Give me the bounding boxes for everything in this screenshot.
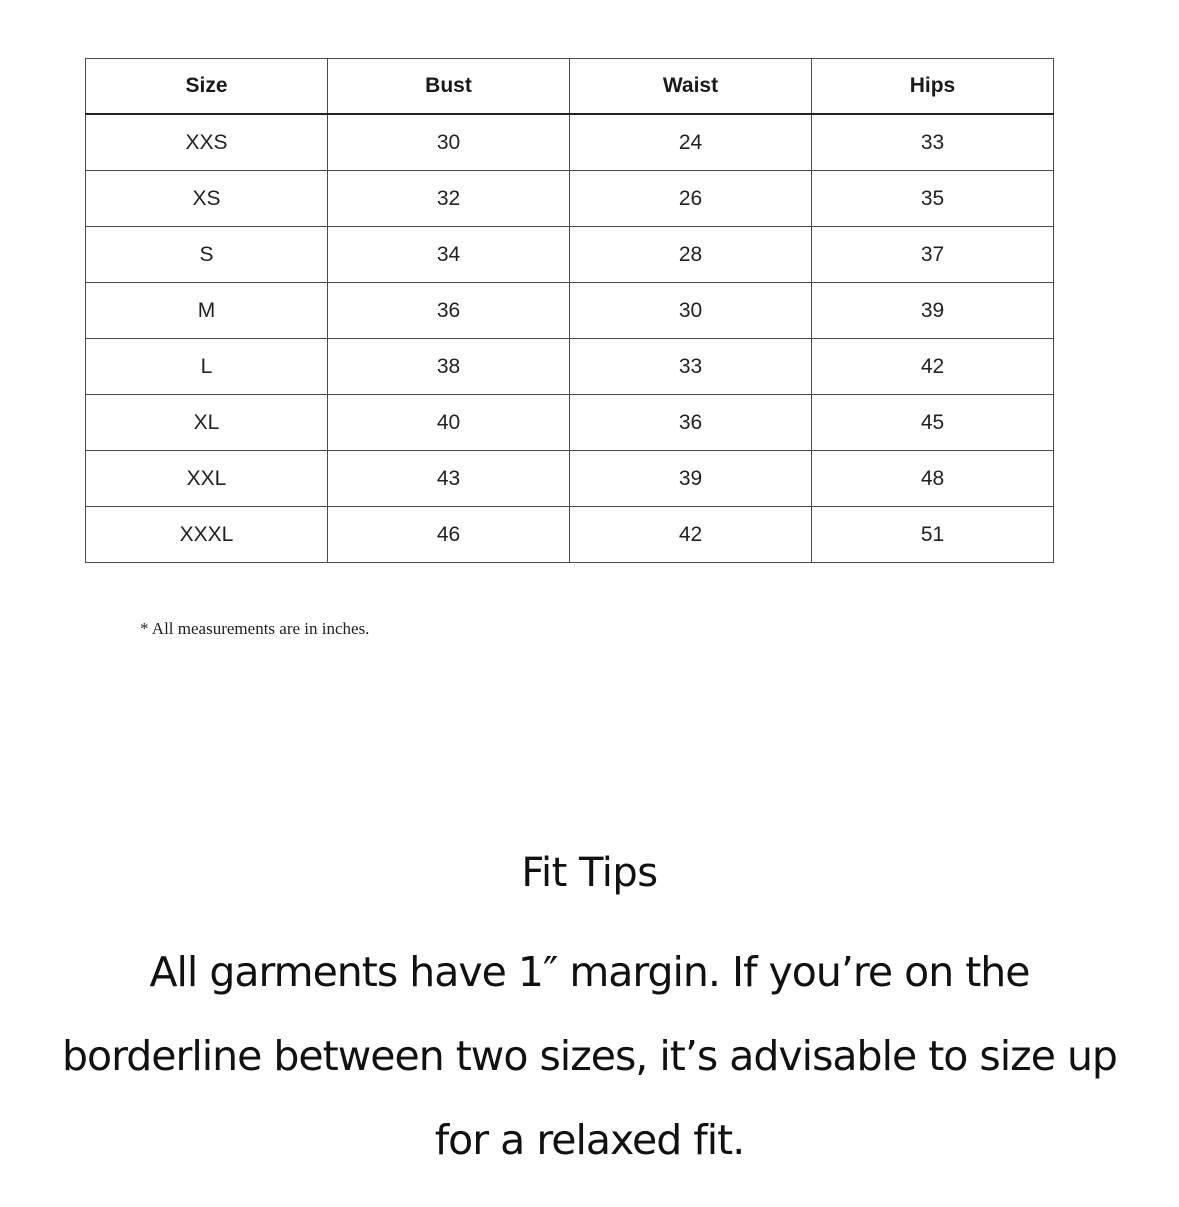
cell-hips: 48 (812, 451, 1054, 507)
cell-hips: 42 (812, 339, 1054, 395)
cell-bust: 36 (328, 283, 570, 339)
cell-waist: 30 (570, 283, 812, 339)
cell-bust: 34 (328, 227, 570, 283)
cell-size: XXXL (86, 507, 328, 563)
header-bust: Bust (328, 59, 570, 115)
cell-hips: 51 (812, 507, 1054, 563)
size-chart-table (85, 58, 1054, 563)
cell-bust: 46 (328, 507, 570, 563)
fit-tips-title: Fit Tips (521, 850, 658, 896)
table-row (86, 283, 1054, 339)
cell-hips: 45 (812, 395, 1054, 451)
cell-size: XS (86, 171, 328, 227)
header-hips: Hips (812, 59, 1054, 115)
cell-bust: 40 (328, 395, 570, 451)
table-row (86, 507, 1054, 563)
cell-hips: 33 (812, 114, 1054, 171)
cell-bust: 38 (328, 339, 570, 395)
table-row (86, 395, 1054, 451)
cell-bust: 32 (328, 171, 570, 227)
table-header-row (86, 59, 1054, 115)
cell-size: L (86, 339, 328, 395)
cell-size: XXL (86, 451, 328, 507)
cell-size: XXS (86, 114, 328, 171)
cell-waist: 26 (570, 171, 812, 227)
table-row (86, 114, 1054, 171)
cell-bust: 30 (328, 114, 570, 171)
table-row (86, 339, 1054, 395)
cell-waist: 28 (570, 227, 812, 283)
table-row (86, 171, 1054, 227)
header-waist: Waist (570, 59, 812, 115)
table-row (86, 227, 1054, 283)
cell-hips: 35 (812, 171, 1054, 227)
cell-waist: 42 (570, 507, 812, 563)
cell-waist: 33 (570, 339, 812, 395)
measurement-footnote: * All measurements are in inches. (140, 619, 370, 638)
table-row (86, 451, 1054, 507)
header-size: Size (86, 59, 328, 115)
cell-size: M (86, 283, 328, 339)
cell-waist: 24 (570, 114, 812, 171)
cell-hips: 37 (812, 227, 1054, 283)
cell-hips: 39 (812, 283, 1054, 339)
cell-size: XL (86, 395, 328, 451)
cell-waist: 39 (570, 451, 812, 507)
cell-bust: 43 (328, 451, 570, 507)
cell-size: S (86, 227, 328, 283)
cell-waist: 36 (570, 395, 812, 451)
fit-tips-body: All garments have 1″ margin. If you’re on the borderline between two sizes, it’s advisable to size up for a relaxed fit. (62, 948, 1117, 1164)
